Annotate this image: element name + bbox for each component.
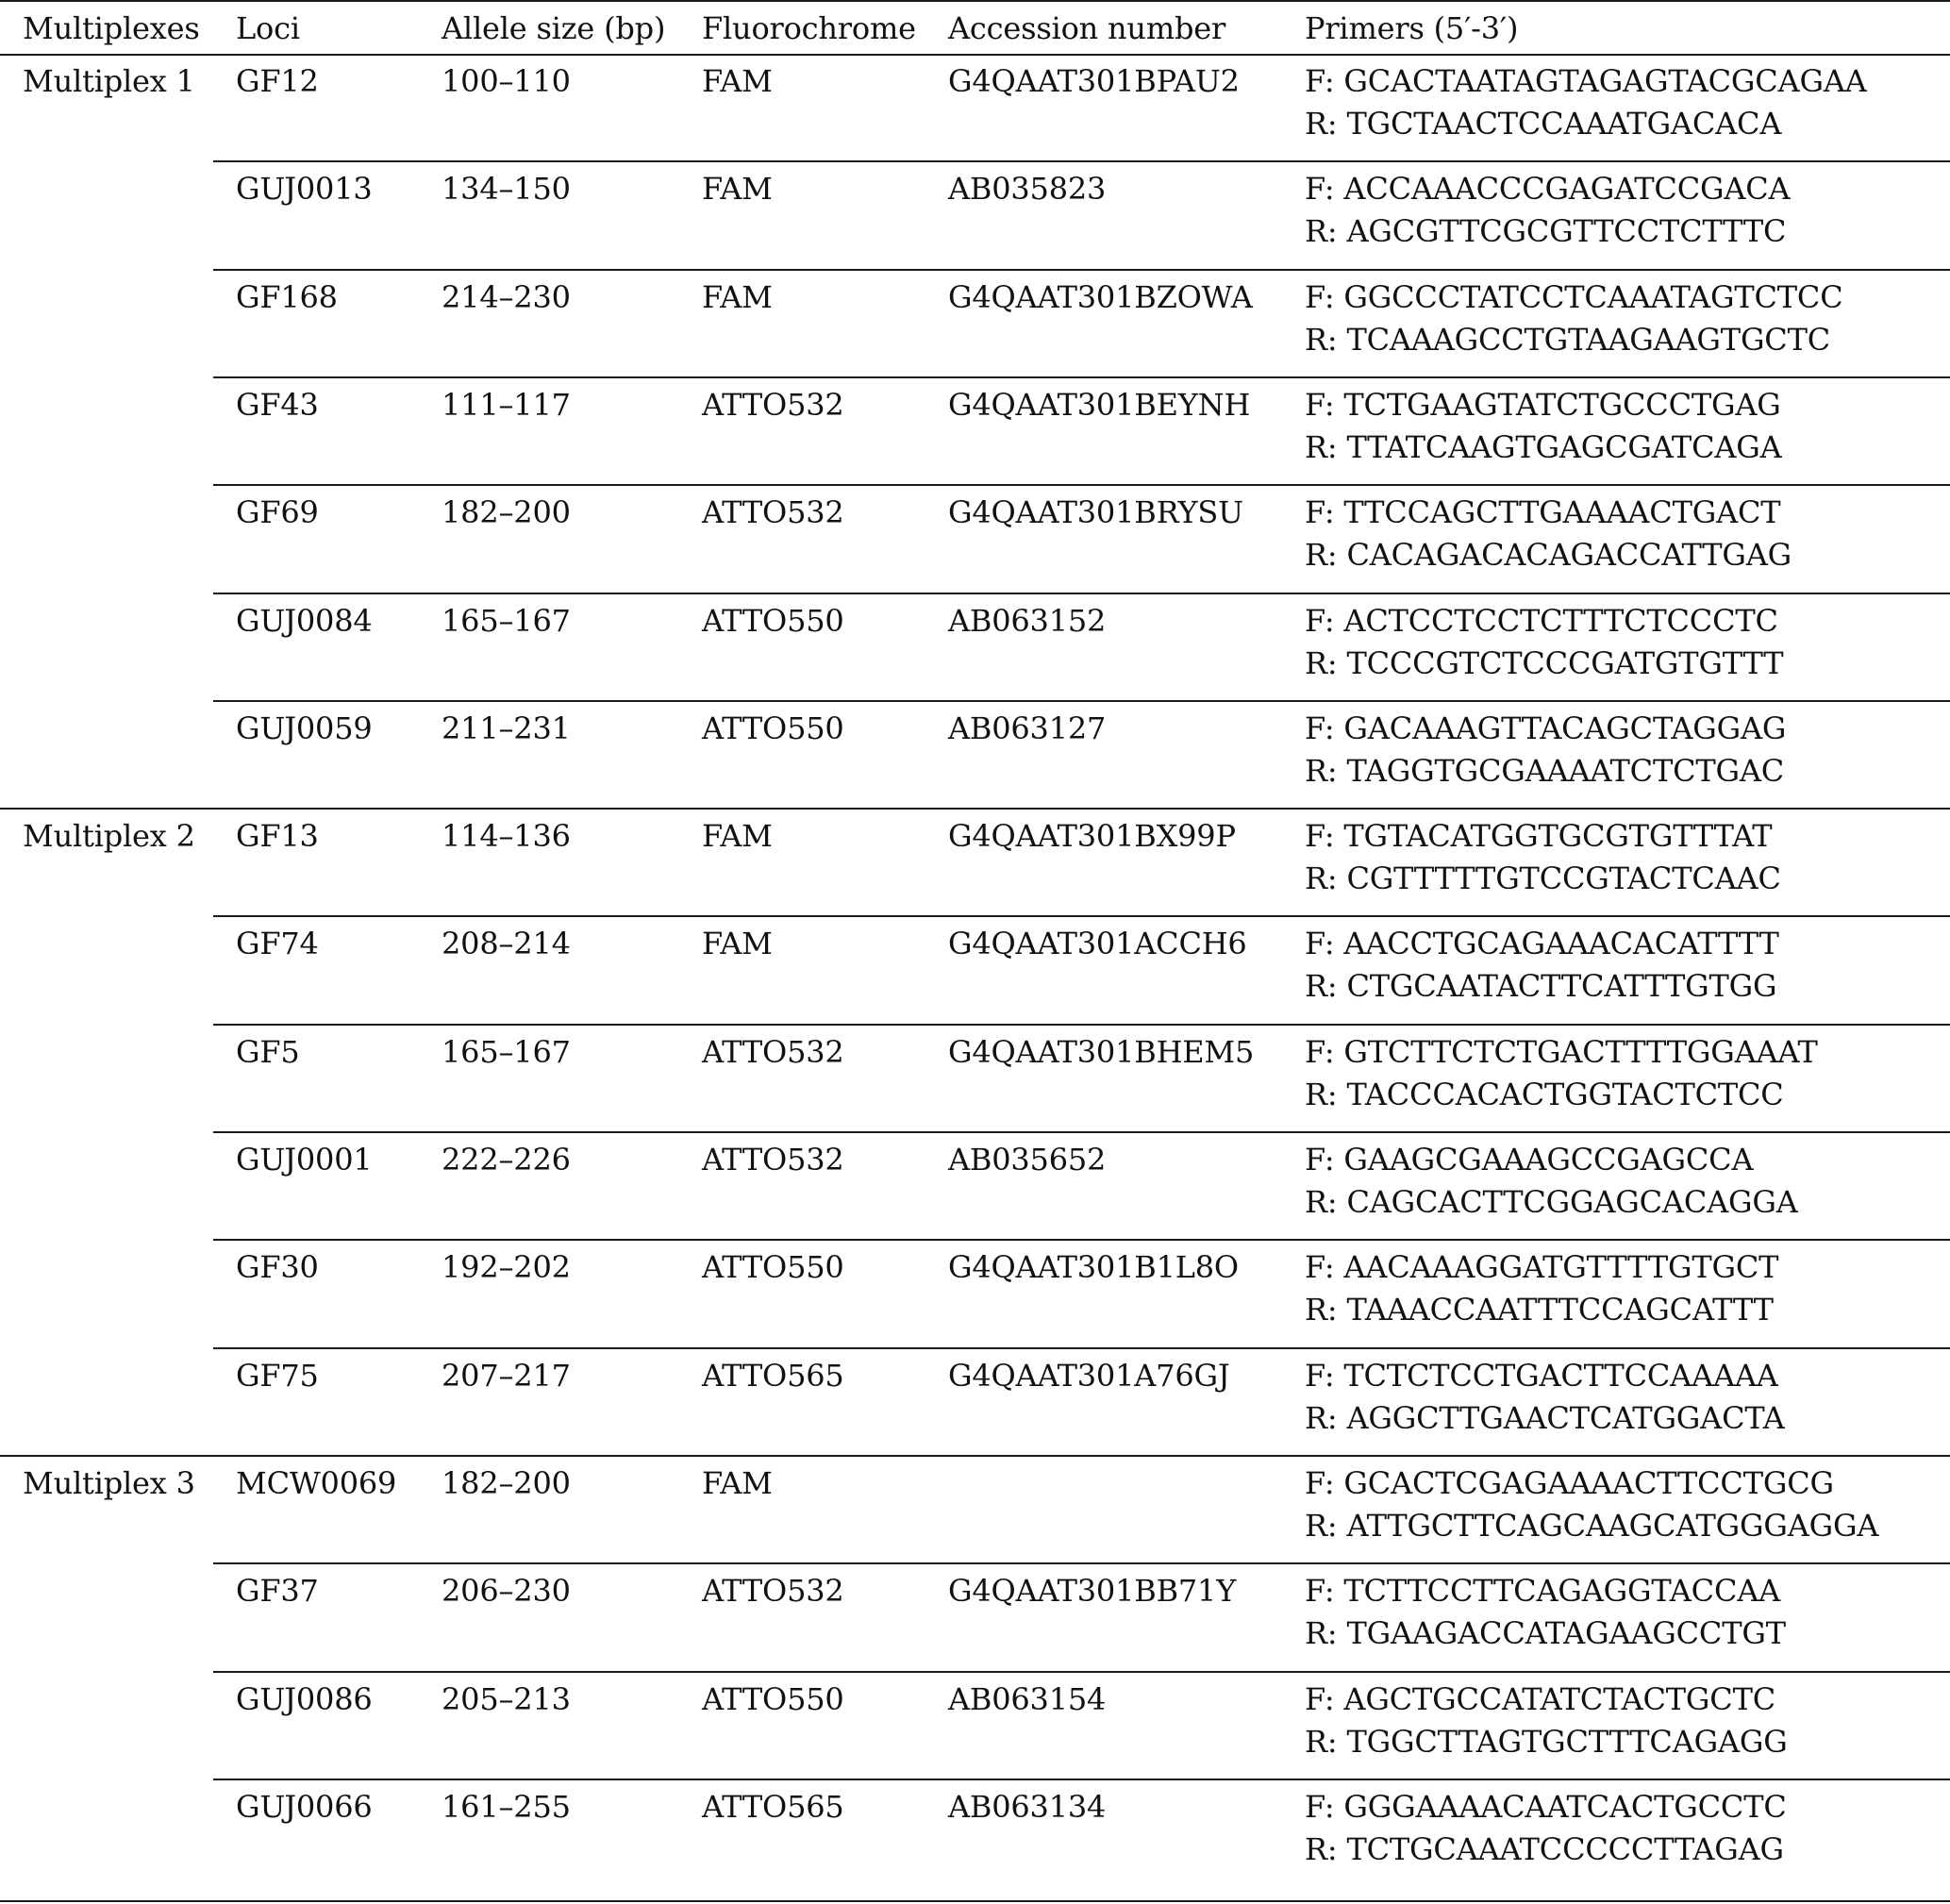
fluorochrome-cell: ATTO532: [702, 1573, 844, 1609]
accession-cell: G4QAAT301B1L8O: [948, 1249, 1239, 1285]
primer-reverse-cell: R: CAGCACTTCGGAGCACAGGA: [1305, 1184, 1798, 1220]
primer-forward-cell: F: ACCAAACCCGAGATCCGACA: [1305, 171, 1791, 207]
row-separator-rule: [213, 593, 1950, 594]
accession-cell: AB063154: [948, 1681, 1107, 1717]
row-separator-rule: [213, 376, 1950, 378]
locus-cell: GF75: [236, 1358, 319, 1394]
row-separator-rule: [213, 1024, 1950, 1026]
primer-forward-cell: F: TCTGAAGTATCTGCCCTGAG: [1305, 387, 1781, 423]
header-allele-size: Allele size (bp): [442, 10, 666, 46]
primer-forward-cell: F: GACAAAGTTACAGCTAGGAG: [1305, 710, 1787, 746]
bottom-rule: [0, 1900, 1950, 1902]
fluorochrome-cell: ATTO550: [702, 710, 844, 746]
accession-cell: G4QAAT301A76GJ: [948, 1358, 1230, 1394]
primer-reverse-cell: R: TAGGTGCGAAAATCTCTGAC: [1305, 753, 1785, 789]
allele-size-cell: 100–110: [442, 63, 571, 99]
row-separator-rule: [213, 915, 1950, 917]
primer-reverse-cell: R: TTATCAAGTGAGCGATCAGA: [1305, 429, 1782, 465]
accession-cell: G4QAAT301BB71Y: [948, 1573, 1237, 1609]
primer-reverse-cell: R: CACAGACACAGACCATTGAG: [1305, 537, 1792, 573]
allele-size-cell: 165–167: [442, 1034, 571, 1070]
primer-reverse-cell: R: TAAACCAATTTCCAGCATTT: [1305, 1292, 1774, 1328]
allele-size-cell: 205–213: [442, 1681, 571, 1717]
row-separator-rule: [213, 1131, 1950, 1133]
header-primers: Primers (5′-3′): [1305, 10, 1519, 46]
header-accession-number: Accession number: [948, 10, 1226, 46]
fluorochrome-cell: ATTO532: [702, 1034, 844, 1070]
allele-size-cell: 211–231: [442, 710, 571, 746]
locus-cell: GUJ0086: [236, 1681, 373, 1717]
primer-reverse-cell: R: AGGCTTGAACTCATGGACTA: [1305, 1400, 1785, 1436]
locus-cell: GF168: [236, 279, 338, 315]
fluorochrome-cell: FAM: [702, 818, 773, 854]
locus-cell: GF13: [236, 818, 319, 854]
primer-forward-cell: F: TTCCAGCTTGAAAACTGACT: [1305, 494, 1781, 530]
multiplex-label: Multiplex 2: [23, 818, 195, 854]
header-loci: Loci: [236, 10, 300, 46]
primer-forward-cell: F: TCTCTCCTGACTTCCAAAAA: [1305, 1358, 1778, 1394]
primer-forward-cell: F: GGGAAAACAATCACTGCCTC: [1305, 1789, 1787, 1825]
row-separator-rule: [213, 484, 1950, 486]
locus-cell: GF69: [236, 494, 319, 530]
fluorochrome-cell: ATTO532: [702, 1142, 844, 1177]
allele-size-cell: 182–200: [442, 494, 571, 530]
primer-forward-cell: F: GCACTCGAGAAAACTTCCTGCG: [1305, 1465, 1834, 1501]
primer-reverse-cell: R: CTGCAATACTTCATTTGTGG: [1305, 968, 1777, 1004]
accession-cell: G4QAAT301BZOWA: [948, 279, 1253, 315]
allele-size-cell: 222–226: [442, 1142, 571, 1177]
primer-forward-cell: F: GCACTAATAGTAGAGTACGCAGAA: [1305, 63, 1867, 99]
fluorochrome-cell: ATTO532: [702, 494, 844, 530]
fluorochrome-cell: ATTO532: [702, 387, 844, 423]
allele-size-cell: 114–136: [442, 818, 571, 854]
primer-reverse-cell: R: CGTTTTTGTCCGTACTCAAC: [1305, 860, 1781, 896]
group-separator-rule: [0, 808, 1950, 810]
row-separator-rule: [213, 1239, 1950, 1241]
locus-cell: GF12: [236, 63, 319, 99]
primer-forward-cell: F: TGTACATGGTGCGTGTTTAT: [1305, 818, 1773, 854]
fluorochrome-cell: ATTO550: [702, 1249, 844, 1285]
fluorochrome-cell: FAM: [702, 1465, 773, 1501]
locus-cell: GF43: [236, 387, 319, 423]
locus-cell: GF74: [236, 926, 319, 961]
row-separator-rule: [213, 700, 1950, 702]
locus-cell: GUJ0084: [236, 603, 373, 639]
fluorochrome-cell: FAM: [702, 926, 773, 961]
primer-forward-cell: F: AACCTGCAGAAACACATTTT: [1305, 926, 1779, 961]
locus-cell: GF5: [236, 1034, 300, 1070]
fluorochrome-cell: FAM: [702, 279, 773, 315]
top-rule: [0, 0, 1950, 2]
primer-reverse-cell: R: TCTGCAAATCCCCCTTAGAG: [1305, 1831, 1784, 1867]
fluorochrome-cell: ATTO565: [702, 1358, 844, 1394]
row-separator-rule: [213, 160, 1950, 162]
allele-size-cell: 214–230: [442, 279, 571, 315]
fluorochrome-cell: ATTO550: [702, 603, 844, 639]
allele-size-cell: 111–117: [442, 387, 571, 423]
multiplex-label: Multiplex 1: [23, 63, 195, 99]
primer-reverse-cell: R: ATTGCTTCAGCAAGCATGGGAGGA: [1305, 1508, 1879, 1544]
accession-cell: AB035823: [948, 171, 1107, 207]
row-separator-rule: [213, 1671, 1950, 1673]
fluorochrome-cell: ATTO565: [702, 1789, 844, 1825]
primer-reverse-cell: R: TACCCACACTGGTACTCTCC: [1305, 1077, 1784, 1112]
primer-forward-cell: F: GTCTTCTCTGACTTTTGGAAAT: [1305, 1034, 1818, 1070]
multiplex-label: Multiplex 3: [23, 1465, 195, 1501]
primer-reverse-cell: R: AGCGTTCGCGTTCCTCTTTC: [1305, 213, 1787, 249]
accession-cell: G4QAAT301ACCH6: [948, 926, 1247, 961]
primer-forward-cell: F: AACAAAGGATGTTTTGTGCT: [1305, 1249, 1779, 1285]
allele-size-cell: 207–217: [442, 1358, 571, 1394]
accession-cell: G4QAAT301BX99P: [948, 818, 1236, 854]
accession-cell: G4QAAT301BPAU2: [948, 63, 1240, 99]
allele-size-cell: 161–255: [442, 1789, 571, 1825]
primer-forward-cell: F: TCTTCCTTCAGAGGTACCAA: [1305, 1573, 1781, 1609]
allele-size-cell: 165–167: [442, 603, 571, 639]
fluorochrome-cell: FAM: [702, 63, 773, 99]
allele-size-cell: 134–150: [442, 171, 571, 207]
fluorochrome-cell: FAM: [702, 171, 773, 207]
row-separator-rule: [213, 1562, 1950, 1564]
accession-cell: G4QAAT301BRYSU: [948, 494, 1243, 530]
row-separator-rule: [213, 1347, 1950, 1349]
locus-cell: GUJ0059: [236, 710, 373, 746]
header-multiplexes: Multiplexes: [23, 10, 200, 46]
locus-cell: GF37: [236, 1573, 319, 1609]
locus-cell: GUJ0013: [236, 171, 373, 207]
allele-size-cell: 208–214: [442, 926, 571, 961]
primer-reverse-cell: R: TGGCTTAGTGCTTTCAGAGG: [1305, 1724, 1788, 1760]
accession-cell: AB035652: [948, 1142, 1107, 1177]
locus-cell: GUJ0001: [236, 1142, 373, 1177]
fluorochrome-cell: ATTO550: [702, 1681, 844, 1717]
row-separator-rule: [213, 269, 1950, 271]
locus-cell: GF30: [236, 1249, 319, 1285]
row-separator-rule: [213, 1779, 1950, 1780]
allele-size-cell: 182–200: [442, 1465, 571, 1501]
primer-reverse-cell: R: TCCCGTCTCCCGATGTGTTT: [1305, 645, 1784, 681]
primer-reverse-cell: R: TGAAGACCATAGAAGCCTGT: [1305, 1615, 1786, 1651]
primer-reverse-cell: R: TCAAAGCCTGTAAGAAGTGCTC: [1305, 322, 1831, 358]
group-separator-rule: [0, 1455, 1950, 1457]
allele-size-cell: 192–202: [442, 1249, 571, 1285]
locus-cell: MCW0069: [236, 1465, 397, 1501]
accession-cell: G4QAAT301BEYNH: [948, 387, 1251, 423]
accession-cell: G4QAAT301BHEM5: [948, 1034, 1255, 1070]
accession-cell: AB063127: [948, 710, 1107, 746]
primer-forward-cell: F: AGCTGCCATATCTACTGCTC: [1305, 1681, 1775, 1717]
primer-forward-cell: F: GGCCCTATCCTCAAATAGTCTCC: [1305, 279, 1843, 315]
header-rule: [0, 54, 1950, 56]
primer-forward-cell: F: ACTCCTCCTCTTTCTCCCTC: [1305, 603, 1778, 639]
allele-size-cell: 206–230: [442, 1573, 571, 1609]
primer-reverse-cell: R: TGCTAACTCCAAATGACACA: [1305, 106, 1782, 142]
accession-cell: AB063134: [948, 1789, 1107, 1825]
header-fluorochrome: Fluorochrome: [702, 10, 916, 46]
primer-forward-cell: F: GAAGCGAAAGCCGAGCCA: [1305, 1142, 1754, 1177]
locus-cell: GUJ0066: [236, 1789, 373, 1825]
accession-cell: AB063152: [948, 603, 1107, 639]
